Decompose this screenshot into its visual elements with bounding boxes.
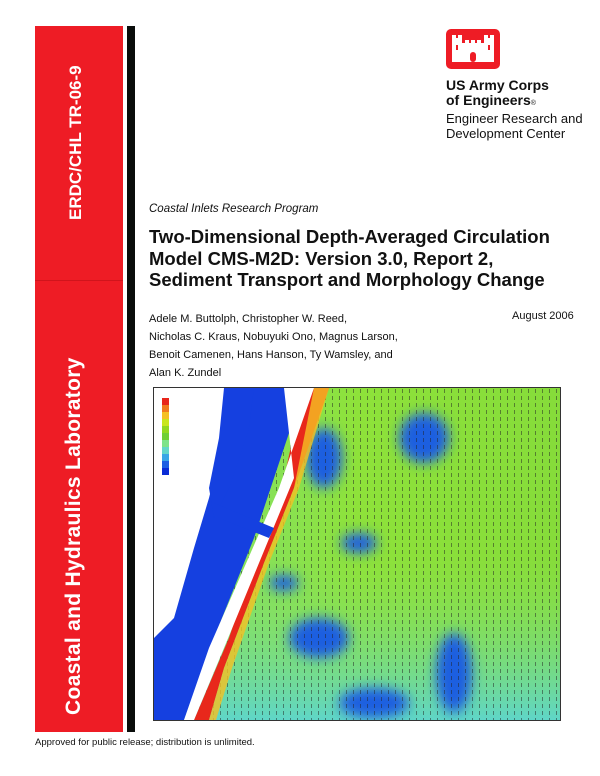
color-legend — [162, 398, 169, 475]
title-line: Model CMS-M2D: Version 3.0, Report 2, — [149, 247, 494, 269]
cover-figure-current-map — [153, 387, 561, 721]
title-line: Sediment Transport and Morphology Change — [149, 269, 545, 290]
title-line: Two-Dimensional Depth-Averaged Circulation — [149, 226, 550, 247]
distribution-statement: Approved for public release; distribution is unlimited. — [35, 737, 255, 748]
report-title — [149, 226, 550, 291]
side-black-stripe — [127, 26, 135, 732]
castle-logo-icon — [446, 29, 500, 69]
organization-block — [446, 78, 583, 141]
band-divider — [35, 280, 123, 281]
org-name-line1: US Army Corps — [446, 77, 549, 93]
center-line1: Engineer Research and — [446, 111, 583, 126]
author-line: Benoit Camenen, Hans Hanson, Ty Wamsley, and — [149, 349, 393, 361]
author-line: Nicholas C. Kraus, Nobuyuki Ono, Magnus Larson, — [149, 331, 398, 343]
publication-date: August 2006 — [512, 310, 574, 322]
registered-mark: ® — [530, 100, 536, 107]
author-list — [149, 310, 398, 382]
program-name: Coastal Inlets Research Program — [149, 203, 319, 215]
org-name-line2: of Engineers — [446, 92, 531, 108]
author-line: Alan K. Zundel — [149, 367, 222, 379]
author-line: Adele M. Buttolph, Christopher W. Reed, — [149, 313, 348, 325]
report-number: ERDC/CHL TR-06-9 — [66, 65, 85, 220]
center-line2: Development Center — [446, 126, 566, 141]
laboratory-name: Coastal and Hydraulics Laboratory — [62, 357, 85, 715]
